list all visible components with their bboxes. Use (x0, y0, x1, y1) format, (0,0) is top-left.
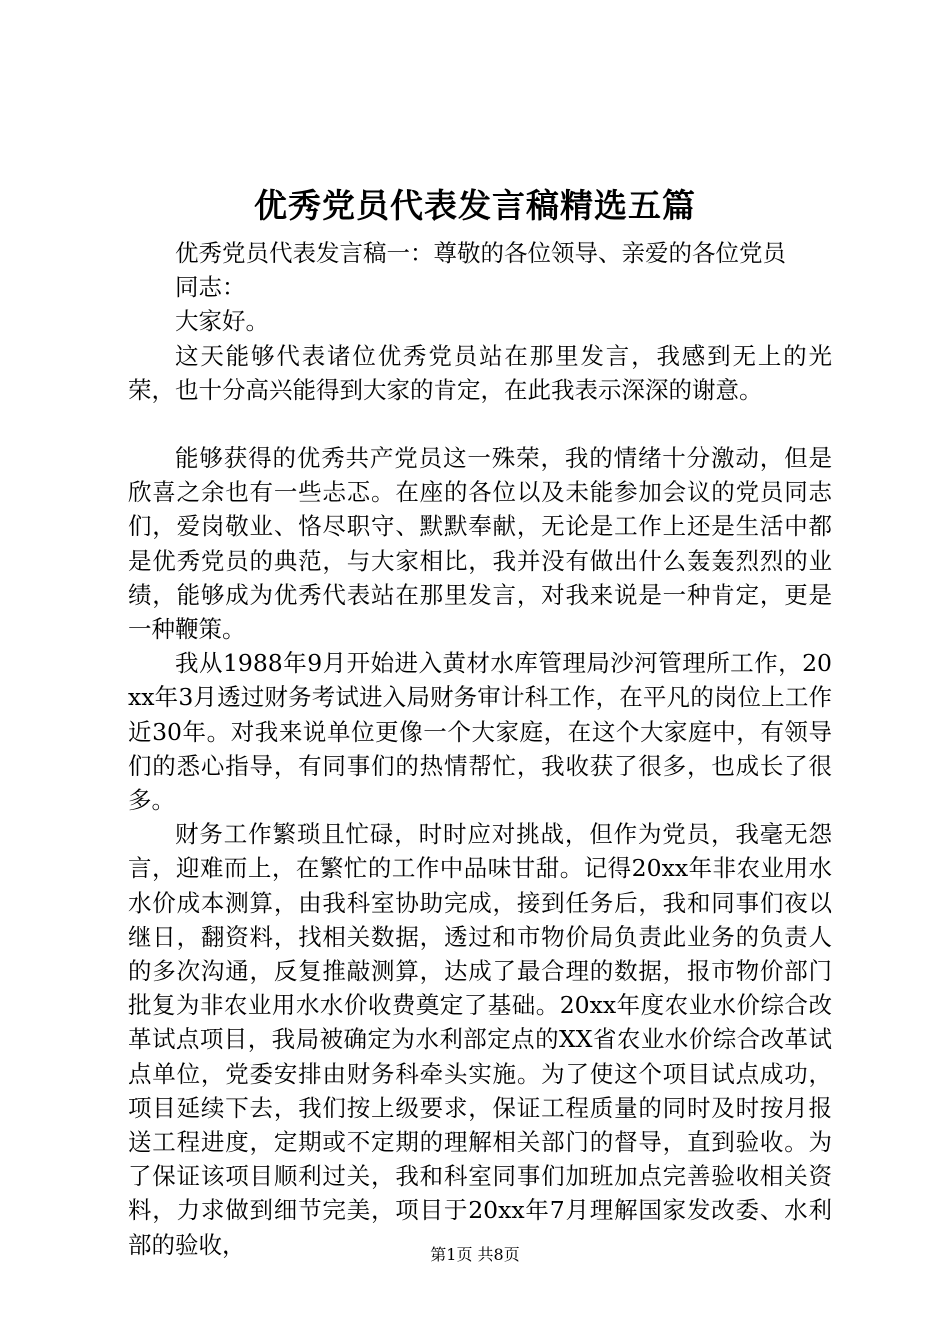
page-footer: 第1页 共8页 (430, 1245, 520, 1264)
paragraph-3: 大家好。 (175, 307, 269, 336)
paragraph-2: 同志： (175, 273, 246, 302)
document-title: 优秀党员代表发言稿精选五篇 (254, 186, 696, 225)
paragraph-4: 这天能够代表诸位优秀党员站在那里发言，我感到无上的光荣，也十分高兴能得到大家的肯定，在此我表示深深的谢意。 (128, 341, 832, 404)
document-body (128, 236, 832, 1262)
paragraph-1: 优秀党员代表发言稿一：尊敬的各位领导、亲爱的各位党员 (175, 239, 786, 267)
paragraph-7: 财务工作繁琐且忙碌，时时应对挑战，但作为党员，我毫无怨言，迎难而上，在繁忙的工作中品味甘甜。记得20xx年非农业用水水价成本测算，由我科室协助完成，接到任务后，我和同事们夜以继日，翻资料，找相关数据，透过和市物价局负责此业务的负责人的多次沟通，反复推敲测算，达成了最合理的数据，报市物价部门批复为非农业用水水价收费奠定了基础。20xx年度农业水价综合改革试点项目，我局被确定为水利部定点的XX省农业水价综合改革试点单位，党委安排由财务科牵头实施。为了使这个项目试点成功，项目延续下去，我们按上级要求，保证工程质量的同时及时按月报送工程进度，定期或不定期的理解相关部门的督导，直到验收。为了保证该项目顺利过关，我和科室同事们加班加点完善验收相关资料，力求做到细节完美，项目于20xx年7月理解国家发改委、水利部的验收， (128, 820, 832, 1259)
paragraph-6: 我从1988年9月开始进入黄材水库管理局沙河管理所工作，20xx年3月透过财务考试进入局财务审计科工作，在平凡的岗位上工作近30年。对我来说单位更像一个大家庭，在这个大家庭中，有领导们的悉心指导，有同事们的热情帮忙，我收获了很多，也成长了很多。 (128, 649, 832, 815)
paragraph-5: 能够获得的优秀共产党员这一殊荣，我的情绪十分激动，但是欣喜之余也有一些忐忑。在座的各位以及未能参加会议的党员同志们，爱岗敬业、恪尽职守、默默奉献，无论是工作上还是生活中都是优秀党员的典范，与大家相比，我并没有做出什么轰轰烈烈的业绩，能够成为优秀代表站在那里发言，对我来说是一种肯定，更是一种鞭策。 (128, 444, 832, 644)
